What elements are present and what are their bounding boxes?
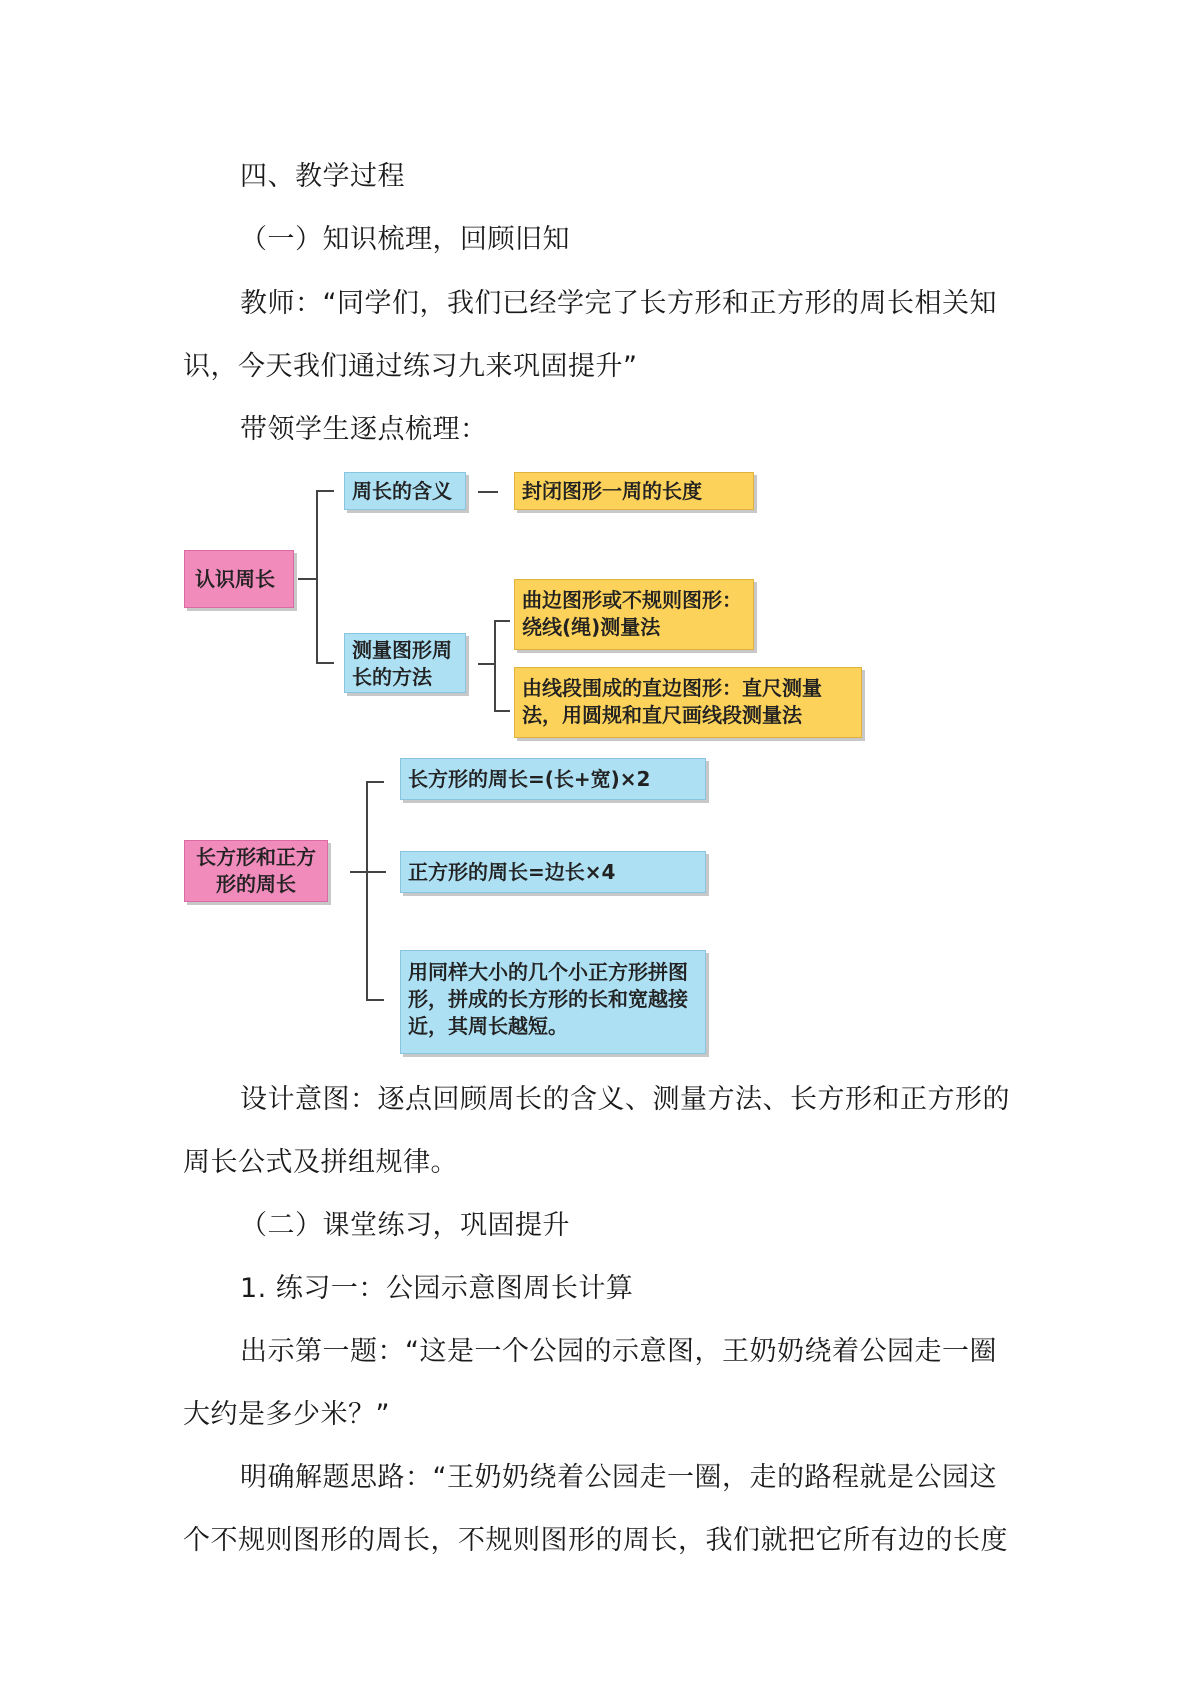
exercise-title: 1. 练习一：公园示意图周长计算	[240, 1273, 634, 1304]
bracket	[316, 490, 334, 664]
paragraph-line: 教师：“同学们，我们已经学完了长方形和正方形的周长相关知	[240, 288, 997, 319]
mindmap-node-curved-method: 曲边图形或不规则图形：绕线(绳)测量法	[514, 579, 754, 650]
paragraph-line: 带领学生逐点梳理：	[240, 414, 488, 445]
subsection-title-1: （一）知识梳理，回顾旧知	[240, 224, 570, 255]
paragraph-line: 出示第一题：“这是一个公园的示意图，王奶奶绕着公园走一圈	[240, 1336, 997, 1367]
paragraph-line: 周长公式及拼组规律。	[183, 1147, 458, 1178]
paragraph-line: 设计意图：逐点回顾周长的含义、测量方法、长方形和正方形的	[240, 1084, 1010, 1115]
formula-rectangle: 长方形的周长=(长+宽)×2	[400, 758, 706, 800]
section-title: 四、教学过程	[240, 161, 405, 192]
formula-square: 正方形的周长=边长×4	[400, 851, 706, 893]
mindmap-root-node: 长方形和正方形的周长	[184, 840, 328, 902]
combination-rule: 用同样大小的几个小正方形拼图形，拼成的长方形的长和宽越接近，其周长越短。	[400, 950, 706, 1054]
subsection-title-2: （二）课堂练习，巩固提升	[240, 1210, 570, 1241]
mindmap-root-node: 认识周长	[184, 550, 294, 608]
connector-line	[478, 491, 498, 493]
connector-line	[298, 578, 316, 580]
mindmap-node-definition: 封闭图形一周的长度	[514, 472, 754, 510]
mindmap-node-method: 测量图形周长的方法	[344, 633, 466, 693]
connector-line	[478, 663, 494, 665]
paragraph-line: 个不规则图形的周长，不规则图形的周长，我们就把它所有边的长度	[183, 1525, 1008, 1556]
mindmap-node-straight-method: 由线段围成的直边图形：直尺测量法，用圆规和直尺画线段测量法	[514, 667, 862, 738]
bracket	[494, 620, 510, 712]
paragraph-line: 大约是多少米？”	[183, 1399, 390, 1430]
paragraph-line: 明确解题思路：“王奶奶绕着公园走一圈，走的路程就是公园这	[240, 1462, 997, 1493]
bracket	[366, 781, 384, 1001]
mindmap-node-meaning: 周长的含义	[344, 472, 466, 510]
paragraph-line: 识，今天我们通过练习九来巩固提升”	[183, 351, 638, 382]
